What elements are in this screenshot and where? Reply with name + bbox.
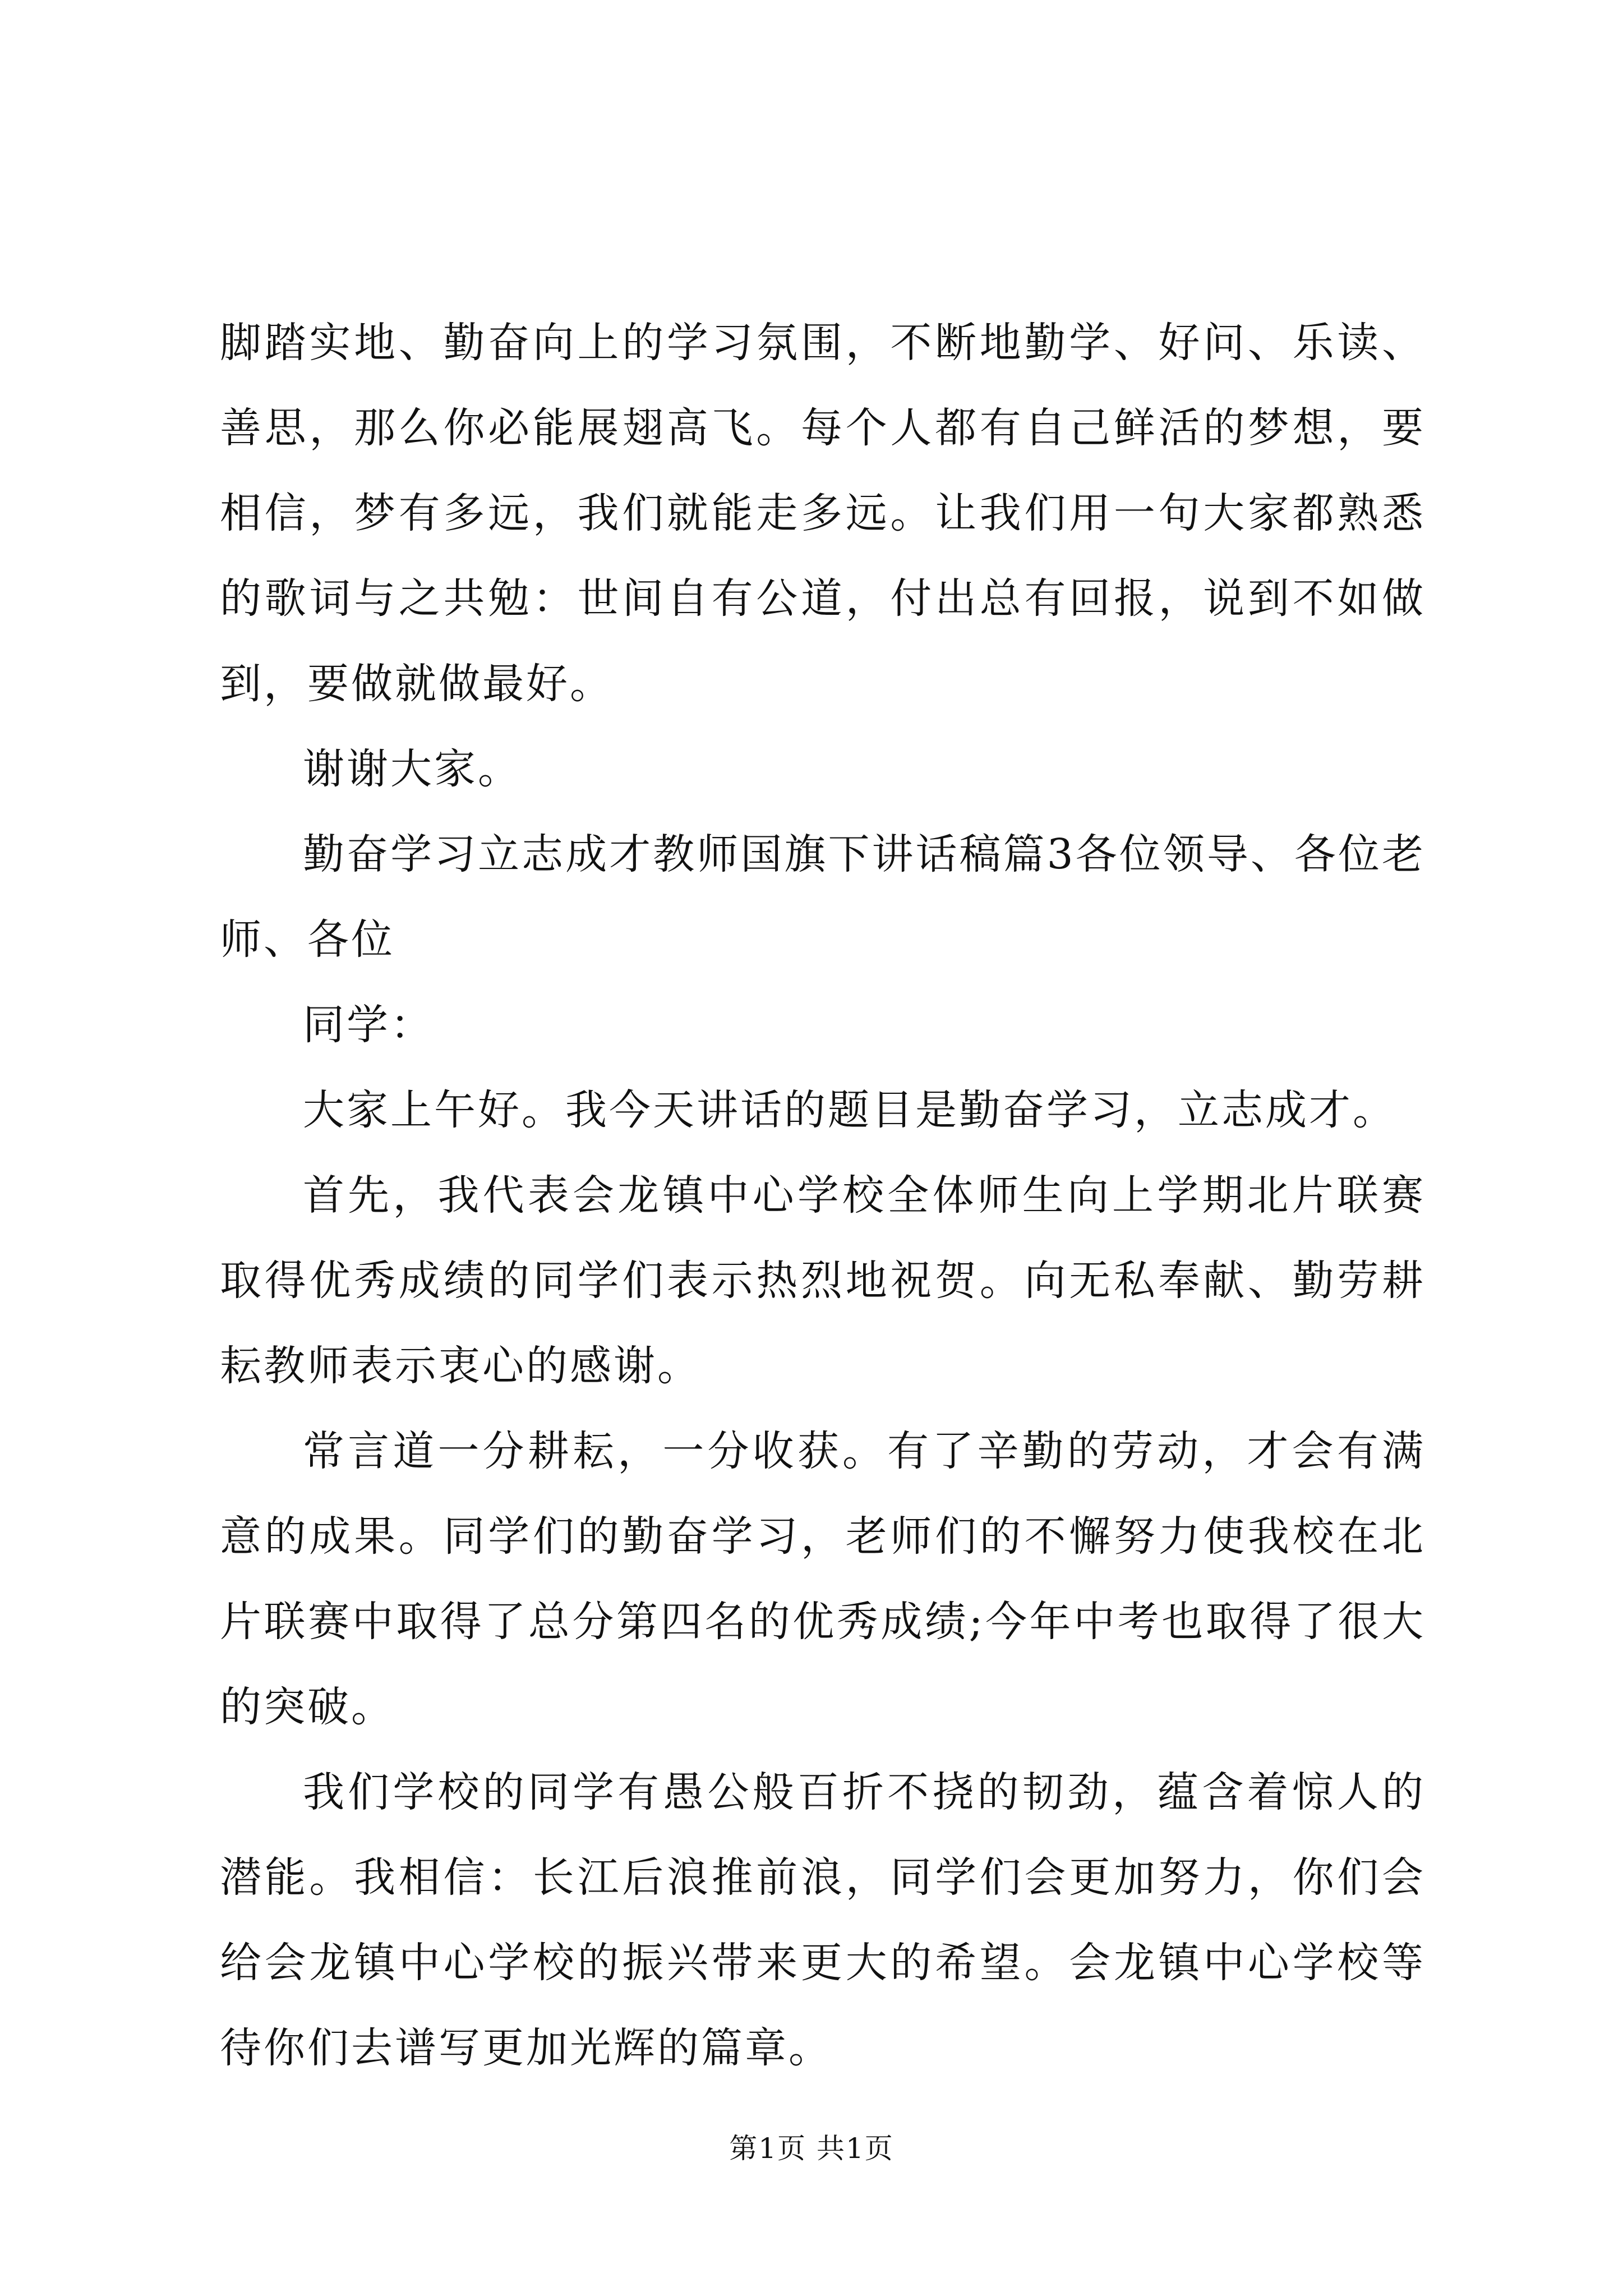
page-footer: 第1页 共1页 bbox=[729, 2132, 894, 2165]
paragraph-1: 脚踏实地、勤奋向上的学习氛围，不断地勤学、好问、乐读、善思，那么你必能展翅高飞。每个人都有自己鲜活的梦想，要相信，梦有多远，我们就能走多远。让我们用一句大家都熟悉的歌词与之共勉：世间自有公道，付出总有回报，说到不如做到，要做就做最好。 bbox=[220, 319, 1426, 708]
paragraph-2: 谢谢大家。 bbox=[303, 745, 522, 793]
paragraph-4: 同学： bbox=[303, 1001, 434, 1049]
paragraph-6: 首先，我代表会龙镇中心学校全体师生向上学期北片联赛取得优秀成绩的同学们表示热烈地祝贺。向无私奉献、勤劳耕耘教师表示衷心的感谢。 bbox=[220, 1171, 1426, 1390]
paragraph-3: 勤奋学习立志成才教师国旗下讲话稿篇3各位领导、各位老师、各位 bbox=[220, 830, 1426, 964]
document-body bbox=[220, 300, 1426, 2091]
paragraph-8: 我们学校的同学有愚公般百折不挠的韧劲，蕴含着惊人的潜能。我相信：长江后浪推前浪，同学们会更加努力，你们会给会龙镇中心学校的振兴带来更大的希望。会龙镇中心学校等待你们去谱写更加光辉的篇章。 bbox=[220, 1768, 1426, 2072]
paragraph-7: 常言道一分耕耘，一分收获。有了辛勤的劳动，才会有满意的成果。同学们的勤奋学习，老师们的不懈努力使我校在北片联赛中取得了总分第四名的优秀成绩;今年中考也取得了很大的突破。 bbox=[220, 1427, 1426, 1731]
paragraph-5: 大家上午好。我今天讲话的题目是勤奋学习，立志成才。 bbox=[303, 1086, 1396, 1134]
